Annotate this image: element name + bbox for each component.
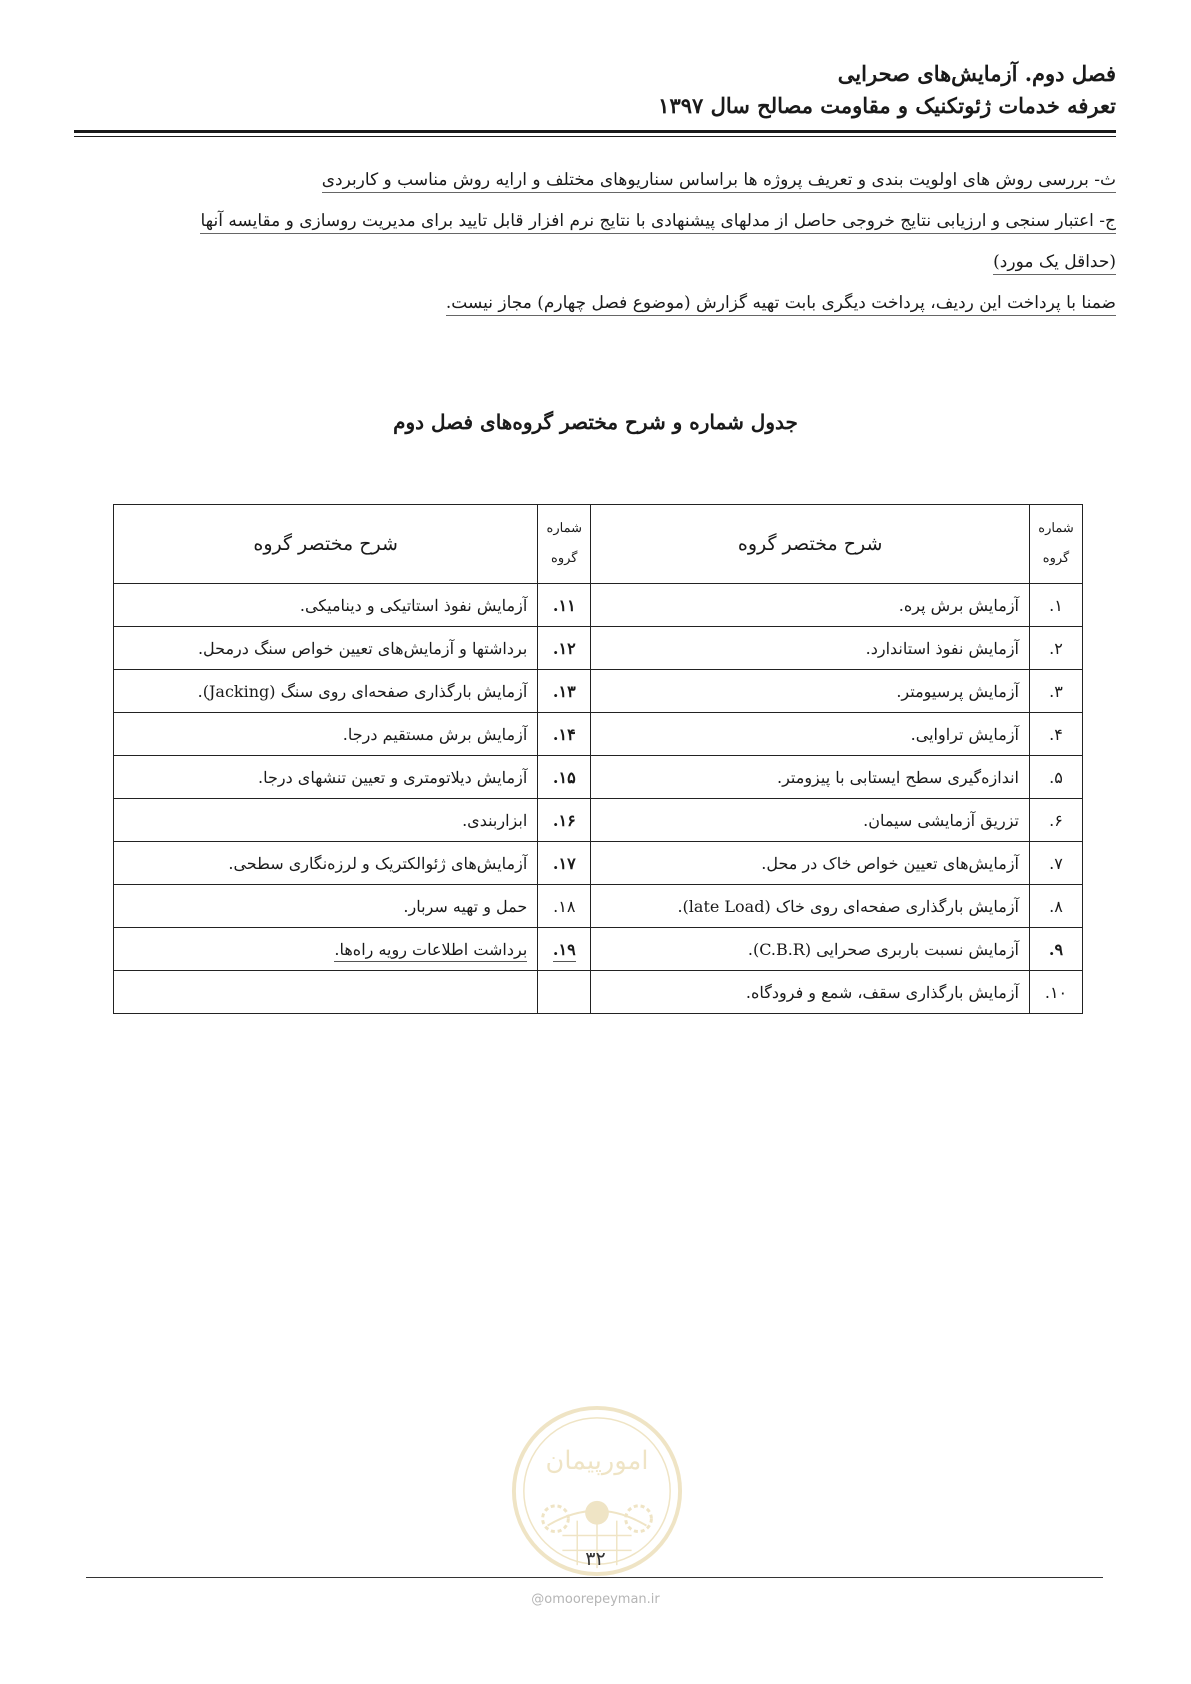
group-description: آزمایش‌های ژئوالکتریک و لرزه‌نگاری سطحی. bbox=[114, 842, 538, 885]
empty-cell bbox=[114, 971, 538, 1014]
group-number: ۲. bbox=[1030, 627, 1083, 670]
group-number: ۱۷. bbox=[538, 842, 591, 885]
header-group-number: شماره گروه bbox=[538, 505, 591, 584]
header-group-description: شرح مختصر گروه bbox=[591, 505, 1030, 584]
group-number: ۱۹. bbox=[538, 928, 591, 971]
header-rule-thin bbox=[74, 136, 1116, 137]
group-number: ۱۵. bbox=[538, 756, 591, 799]
header-rule-thick bbox=[74, 130, 1116, 133]
page-header bbox=[75, 58, 1116, 122]
chapter-title: فصل دوم. آزمایش‌های صحرایی bbox=[837, 61, 1116, 86]
group-number: ۱۸. bbox=[538, 885, 591, 928]
website-watermark: @omoorepeyman.ir bbox=[531, 1592, 660, 1607]
group-number: ۶. bbox=[1030, 799, 1083, 842]
page-number: ۳۲ bbox=[585, 1548, 606, 1570]
table-row bbox=[114, 627, 1083, 670]
group-description: آزمایش نفوذ استاندارد. bbox=[591, 627, 1030, 670]
group-description: برداشتها و آزمایش‌های تعیین خواص سنگ درمحل. bbox=[114, 627, 538, 670]
table-row bbox=[114, 756, 1083, 799]
watermark-text: امورپیمان bbox=[545, 1446, 649, 1477]
paragraph-line: (حداقل یک مورد) bbox=[75, 242, 1116, 283]
paragraph-line: ث- بررسی روش های اولویت بندی و تعریف پروژه ها براساس سناریوهای مختلف و ارایه روش مناسب و کاربردی bbox=[75, 160, 1116, 201]
table-row bbox=[114, 971, 1083, 1014]
watermark-gear-left bbox=[543, 1506, 569, 1532]
group-description: برداشت اطلاعات رویه راه‌ها. bbox=[114, 928, 538, 971]
table-row bbox=[114, 584, 1083, 627]
group-description: حمل و تهیه سربار. bbox=[114, 885, 538, 928]
group-number: ۱۶. bbox=[538, 799, 591, 842]
table-row bbox=[114, 799, 1083, 842]
group-description: آزمایش تراوایی. bbox=[591, 713, 1030, 756]
group-number: ۱۳. bbox=[538, 670, 591, 713]
group-number: ۳. bbox=[1030, 670, 1083, 713]
group-number: ۱. bbox=[1030, 584, 1083, 627]
group-number: ۵. bbox=[1030, 756, 1083, 799]
paragraph-line: ضمنا با پرداخت این ردیف، پرداخت دیگری بابت تهیه گزارش (موضوع فصل چهارم) مجاز نیست. bbox=[75, 283, 1116, 324]
table-title: جدول شماره و شرح مختصر گروه‌های فصل دوم bbox=[393, 410, 798, 434]
group-description: آزمایش بارگذاری صفحه‌ای روی خاک (late Load). bbox=[591, 885, 1030, 928]
table-header-row bbox=[114, 505, 1083, 584]
table-row bbox=[114, 928, 1083, 971]
group-number: ۸. bbox=[1030, 885, 1083, 928]
group-description: آزمایش بارگذاری سقف، شمع و فرودگاه. bbox=[591, 971, 1030, 1014]
table-row bbox=[114, 842, 1083, 885]
header-group-description: شرح مختصر گروه bbox=[114, 505, 538, 584]
body-paragraph bbox=[75, 160, 1116, 324]
group-description: ابزاربندی. bbox=[114, 799, 538, 842]
watermark-gear-right bbox=[626, 1506, 652, 1532]
header-group-number: شماره گروه bbox=[1030, 505, 1083, 584]
group-description: آزمایش دیلاتومتری و تعیین تنشهای درجا. bbox=[114, 756, 538, 799]
group-description: آزمایش‌های تعیین خواص خاک در محل. bbox=[591, 842, 1030, 885]
group-number: ۹. bbox=[1030, 928, 1083, 971]
group-description: آزمایش نفوذ استاتیکی و دینامیکی. bbox=[114, 584, 538, 627]
group-description: آزمایش نسبت باربری صحرایی (C.B.R). bbox=[591, 928, 1030, 971]
group-number: ۱۱. bbox=[538, 584, 591, 627]
table-row bbox=[114, 713, 1083, 756]
group-description: اندازه‌گیری سطح ایستابی با پیزومتر. bbox=[591, 756, 1030, 799]
footer-rule bbox=[86, 1577, 1103, 1578]
group-number: ۱۴. bbox=[538, 713, 591, 756]
watermark-center-emblem bbox=[585, 1501, 609, 1525]
group-description: آزمایش برش پره. bbox=[591, 584, 1030, 627]
group-description: آزمایش بارگذاری صفحه‌ای روی سنگ (Jacking). bbox=[114, 670, 538, 713]
group-description: آزمایش برش مستقیم درجا. bbox=[114, 713, 538, 756]
group-number: ۱۰. bbox=[1030, 971, 1083, 1014]
group-number: ۴. bbox=[1030, 713, 1083, 756]
paragraph-line: ج- اعتبار سنجی و ارزیابی نتایج خروجی حاصل از مدلهای پیشنهادی با نتایج نرم افزار قابل تایید برای مدیریت روسازی و مقایسه آنها bbox=[75, 201, 1116, 242]
empty-cell bbox=[538, 971, 591, 1014]
document-title: تعرفه خدمات ژئوتکنیک و مقاومت مصالح سال ۱۳۹۷ bbox=[658, 93, 1116, 118]
groups-table bbox=[113, 504, 1083, 1014]
group-number: ۷. bbox=[1030, 842, 1083, 885]
table-row bbox=[114, 885, 1083, 928]
group-number: ۱۲. bbox=[538, 627, 591, 670]
table-row bbox=[114, 670, 1083, 713]
group-description: آزمایش پرسیومتر. bbox=[591, 670, 1030, 713]
group-description: تزریق آزمایشی سیمان. bbox=[591, 799, 1030, 842]
